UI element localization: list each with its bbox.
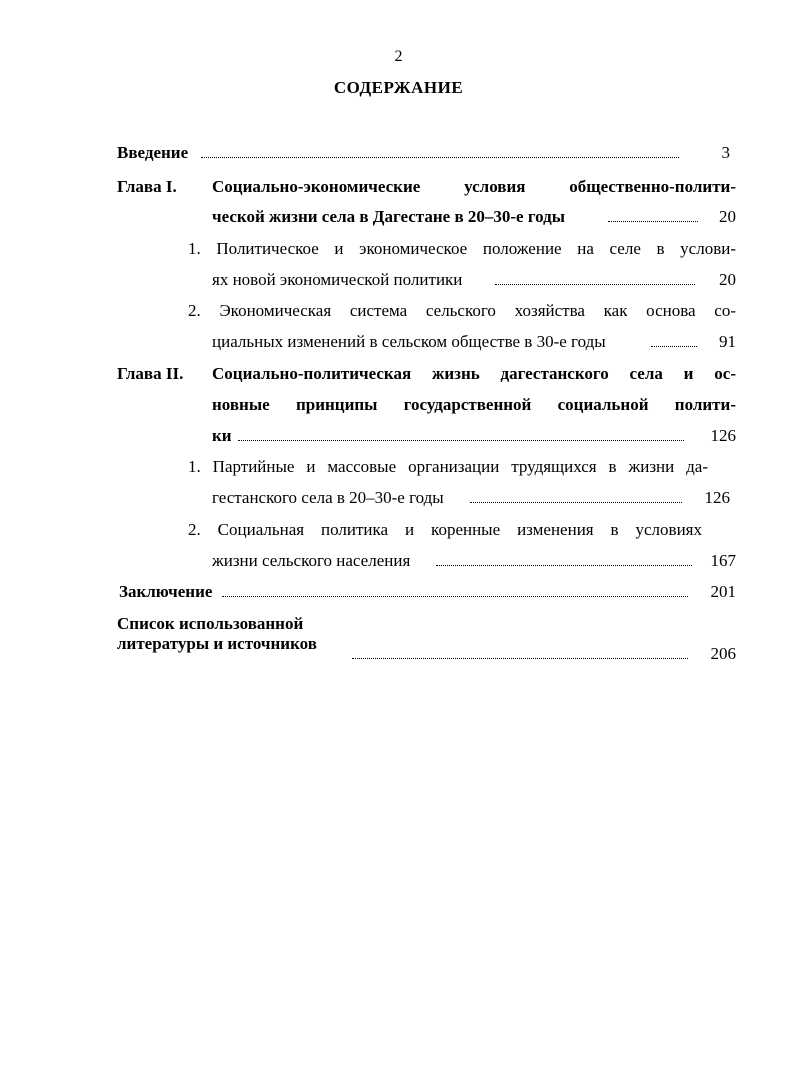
toc-ch1-s2-page: 91 xyxy=(719,332,736,351)
toc-ch2-s2-page: 167 xyxy=(710,551,736,570)
dot-leader xyxy=(222,596,688,597)
toc-ch1-s2-line1: 2. Экономическая система сельского хозяйства как основа со- xyxy=(188,301,736,320)
toc-ch1-page: 20 xyxy=(719,207,736,226)
dot-leader xyxy=(495,284,695,285)
toc-ch2-prefix: Глава II. xyxy=(117,364,184,383)
dot-leader xyxy=(470,502,682,503)
dot-leader xyxy=(436,565,692,566)
toc-ch2-line3: ки xyxy=(212,426,232,445)
dot-leader xyxy=(352,658,688,659)
toc-bibliography-line1: Список использованной xyxy=(117,614,304,633)
toc-ch2-line2: новные принципы государственной социальной полити- xyxy=(212,395,736,414)
toc-ch2-s1-line1: 1. Партийные и массовые организации трудящихся в жизни да- xyxy=(188,457,708,476)
toc-ch1-s1-page: 20 xyxy=(719,270,736,289)
dot-leader xyxy=(651,346,697,347)
toc-ch2-page: 126 xyxy=(710,426,736,445)
toc-ch1-s1-line1: 1. Политическое и экономическое положение на селе в услови- xyxy=(188,239,736,258)
dot-leader xyxy=(608,221,698,222)
toc-ch1-prefix: Глава I. xyxy=(117,177,177,196)
toc-conclusion-page: 201 xyxy=(710,582,736,601)
toc-ch2-s2-line1: 2. Социальная политика и коренные изменения в условиях xyxy=(188,520,702,539)
toc-bibliography-line2: литературы и источников xyxy=(117,634,317,653)
toc-bibliography-page: 206 xyxy=(710,644,736,663)
toc-conclusion-label: Заключение xyxy=(119,582,213,601)
dot-leader xyxy=(201,157,679,158)
toc-intro-page: 3 xyxy=(721,143,730,162)
toc-ch1-s2-line2: циальных изменений в сельском обществе в 30-е годы xyxy=(212,332,606,351)
toc-ch2-line1: Социально-политическая жизнь дагестанского села и ос- xyxy=(212,364,736,383)
toc-ch1-line2: ческой жизни села в Дагестане в 20–30-е годы xyxy=(212,207,566,226)
dot-leader xyxy=(238,440,684,441)
page-number: 2 xyxy=(394,48,403,65)
toc-ch2-s1-line2: гестанского села в 20–30-е годы xyxy=(212,488,444,507)
toc-ch1-line1: Социально-экономические условия общественно-полити- xyxy=(212,177,736,196)
toc-ch2-s2-line2: жизни сельского населения xyxy=(212,551,411,570)
page-title: СОДЕРЖАНИЕ xyxy=(333,78,464,97)
toc-ch1-s1-line2: ях новой экономической политики xyxy=(212,270,463,289)
toc-intro-label: Введение xyxy=(117,143,189,162)
toc-ch2-s1-page: 126 xyxy=(704,488,730,507)
